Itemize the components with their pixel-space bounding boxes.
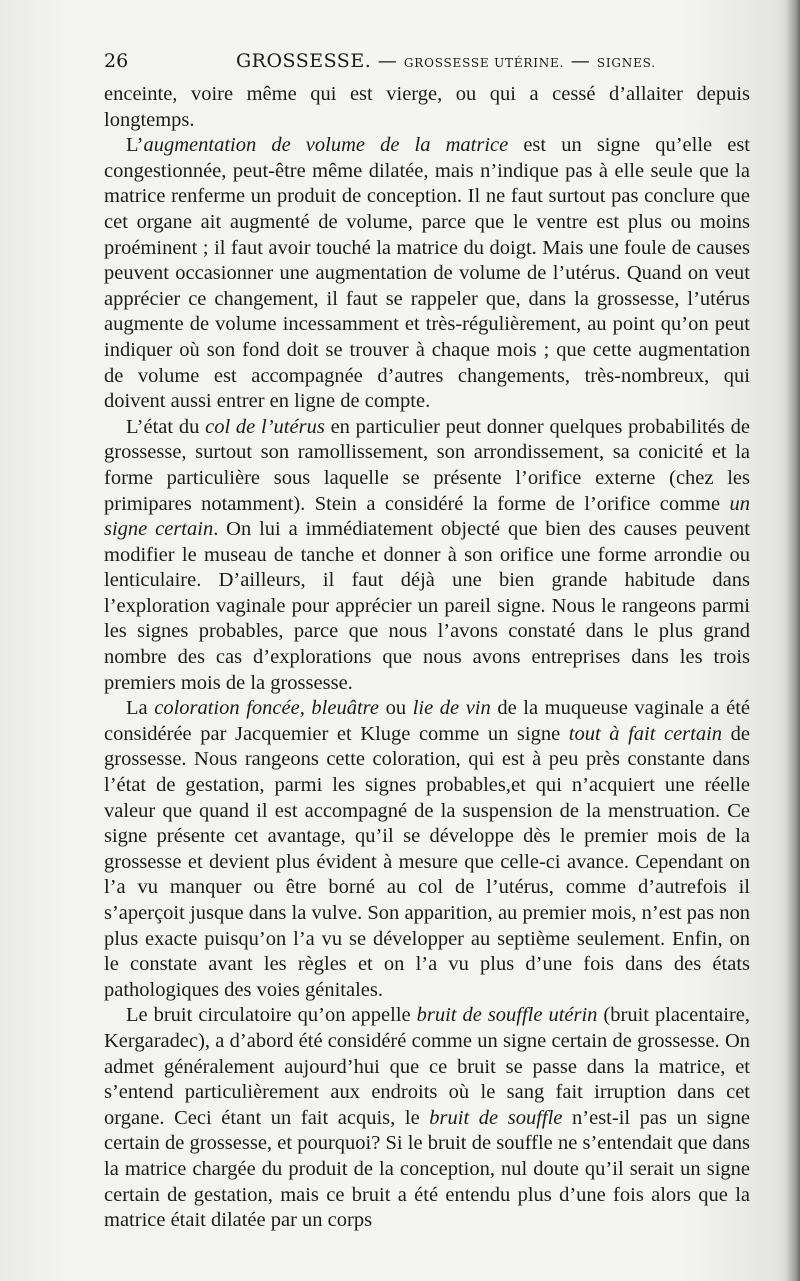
- text-run: est un signe qu’elle est congestionnée, peut-être même dilatée, mais n’indique pas à elle seule que la matrice renferme un produit de conception. Il ne faut surtout pas conclure que cet organe ait augmenté de volume, parce que le ventre est plus ou moins proéminent ; il faut avoir touché la matrice du doigt. Mais une foule de causes peuvent occasionner une augmentation de volume de l’utérus. Quand on veut apprécier ce changement, il faut se rappeler que, dans la grossesse, l’utérus augmente de volume incessamment et très-régulièrement, au point qu’on peut indiquer où son fond doit se trouver à chaque mois ; que cette augmentation de volume est accompagnée d’autres changements, très-nombreux, qui doivent aussi entrer en ligne de compte.: [104, 134, 750, 413]
- title-sub: GROSSESSE UTÉRINE.: [403, 56, 565, 70]
- italic-run: col de l’utérus: [205, 415, 325, 438]
- paragraph: [104, 82, 750, 133]
- title-end: SIGNES.: [596, 56, 656, 70]
- page-edge-shadow: [786, 0, 800, 1281]
- text-run: enceinte, voire même qui est vierge, ou qui a cessé d’allaiter depuis longtemps.: [104, 83, 750, 131]
- text-run: L’: [126, 134, 144, 157]
- text-run: en particulier peut donner quelques probabilités de grossesse, surtout son ramollissement, son arrondissement, sa conicité et la forme particulière sous laquelle se présente l’orifice externe (chez les primipares notamment). Stein a considéré la forme de l’orifice comme: [104, 415, 750, 515]
- text-run: La: [126, 697, 155, 720]
- italic-run: augmentation de volume de la matrice: [143, 134, 509, 157]
- title-separator: —: [564, 50, 597, 72]
- italic-run: un signe certain: [104, 492, 750, 541]
- title-main: GROSSESSE.: [236, 50, 372, 72]
- body-text: [104, 82, 750, 1234]
- italic-run: bruit de souffle utérin: [416, 1004, 598, 1027]
- text-run: ou: [379, 697, 413, 720]
- running-header: [104, 46, 724, 76]
- text-run: . On lui a immédiatement objecté que bien des causes peuvent modifier le museau de tanche et donner à son orifice une forme arrondie ou lenticulaire. D’ailleurs, il faut déjà une bien grande habitude dans l’exploration vaginale pour apprécier un pareil signe. Nous le rangeons parmi les signes probables, parce que nous l’avons constaté dans le plus grand nombre des cas d’explorations que nous avons entreprises dans les trois premiers mois de la grossesse.: [104, 518, 750, 694]
- text-run: n’est-il pas un signe certain de grossesse, et pourquoi? Si le bruit de souffle ne s’entendait que dans la matrice chargée du produit de la conception, nul doute qu’il serait un signe certain de gestation, mais ce bruit a été entendu plus d’une fois alors que la matrice était dilatée par un corps: [104, 1106, 750, 1232]
- paragraph: [104, 133, 750, 415]
- paragraph: [104, 415, 750, 697]
- title-separator: —: [371, 50, 404, 72]
- text-run: Le bruit circulatoire qu’on appelle: [126, 1004, 417, 1027]
- paragraph: [104, 696, 750, 1003]
- italic-run: lie de vin: [412, 697, 491, 720]
- italic-run: coloration foncée, bleuâtre: [154, 697, 379, 720]
- page-number: 26: [104, 50, 129, 72]
- text-run: de la muqueuse vaginale a été considérée par Jacquemier et Kluge comme un signe: [104, 697, 751, 745]
- italic-run: tout à fait certain: [568, 722, 723, 745]
- running-title: [236, 50, 656, 72]
- text-run: de grossesse. Nous rangeons cette coloration, qui est à peu près constante dans l’état de gestation, parmi les signes probables,et qui n’acquiert une réelle valeur que quand il est accompagné de la suspension de la menstruation. Ce signe présente cet avantage, qu’il se développe dès le premier mois de la grossesse et devient plus évident à mesure que celle-ci avance. Cependant on l’a vu manquer ou être borné au col de l’utérus, comme d’autrefois il s’aperçoit jusque dans la vulve. Son apparition, au premier mois, n’est pas non plus exacte puisqu’on l’a vu se développer au septième seulement. Enfin, on le constate avant les règles et on l’a vu plus d’une fois dans des états pathologiques des voies génitales.: [104, 722, 750, 1001]
- italic-run: bruit de souffle: [429, 1106, 563, 1129]
- text-run: L’état du: [126, 415, 206, 438]
- text-run: (bruit placentaire, Kergaradec), a d’abord été considéré comme un signe certain de grossesse. On admet généralement aujourd’hui que ce bruit se passe dans la matrice, et s’entend particulièrement aux endroits où le sang fait irruption dans cet organe. Ceci étant un fait acquis, le: [104, 1004, 750, 1129]
- paragraph: [104, 1003, 750, 1233]
